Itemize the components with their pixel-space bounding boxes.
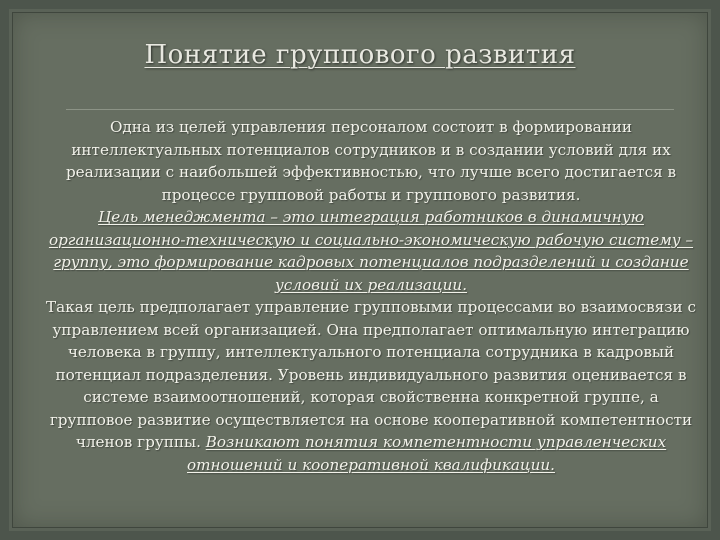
paragraph-goal: Одна из целей управления персоналом состоит в формировании интеллектуальных потенциалов сотрудников и в создании условий для их реализации с наибольшей эффективностью, что лучше всего достигается в процессе групповой работы и группового развития.: [65, 118, 677, 204]
slide-title-text: Понятие группового развития: [144, 40, 576, 70]
title-divider: [66, 109, 674, 110]
paragraph-group-processes-text: Такая цель предполагает управление групповыми процессами во взаимосвязи с управлением всей организацией. Она предполагает оптимальную интеграцию человека в группу, интеллектуального потенциала сотрудника в кадровый потенциал подразделения. Уровень индивидуального развития оценивается в системе взаимоотношений, которая свойственна конкретной группе, а групповое развитие осуществляется на основе кооперативной компетентности членов группы.: [46, 298, 696, 451]
slide-body: [40, 116, 702, 476]
slide-title: [0, 40, 720, 70]
paragraph-management-goal: Цель менеджмента – это интеграция работников в динамичную организационно-техническую и социально-экономическую рабочую систему – группу, это формирование кадровых потенциалов подразделений и создание условий их реализации.: [48, 208, 694, 294]
paragraph-group-processes: [40, 296, 702, 476]
paragraph-competence-concepts: Возникают понятия компетентности управленческих отношений и кооперативной квалификации.: [187, 433, 667, 474]
